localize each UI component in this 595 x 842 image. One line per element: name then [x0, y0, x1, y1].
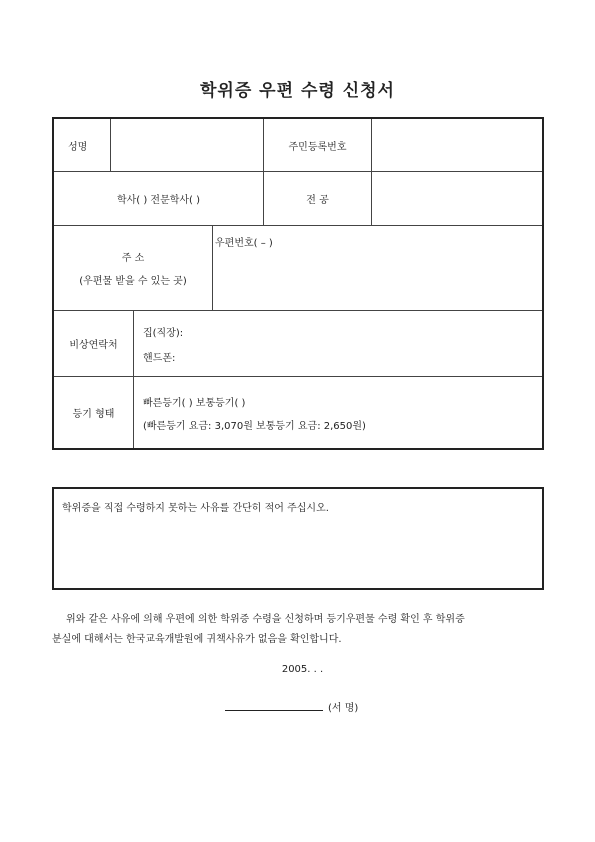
statement-line-2: 분실에 대해서는 한국교육개발원에 귀책사유가 없음을 확인합니다. — [52, 634, 342, 645]
resident-no-field[interactable] — [372, 119, 542, 171]
major-label: 전 공 — [264, 172, 372, 225]
mail-type-fields — [134, 377, 542, 448]
application-form-table — [52, 117, 544, 450]
name-label: 성명 — [54, 119, 111, 171]
row-address — [54, 226, 542, 311]
date-line: 2005. . . — [281, 664, 324, 675]
mail-type-options[interactable]: 빠른등기( ) 보통등기( ) — [143, 397, 246, 409]
resident-no-label: 주민등록번호 — [264, 119, 372, 171]
document-title: 학위증 우편 수령 신청서 — [200, 81, 395, 101]
postal-code-label: 우편번호( – ) — [215, 238, 273, 249]
name-field[interactable] — [111, 119, 264, 171]
statement-line-1: 위와 같은 사유에 의해 우편에 의한 학위증 수령을 신청하며 등기우편물 수령 확인 후 학위증 — [66, 614, 465, 625]
row-degree — [54, 172, 542, 226]
address-label: 주 소 — [121, 253, 145, 264]
signature-line[interactable] — [225, 710, 323, 711]
address-field[interactable] — [213, 226, 542, 310]
confirmation-statement — [52, 610, 544, 650]
mail-type-fees: (빠른등기 요금: 3,070원 보통등기 요금: 2,650원) — [143, 420, 366, 432]
degree-label[interactable]: 학사( ) 전문학사( ) — [54, 172, 264, 225]
mail-type-label: 등기 형태 — [54, 377, 134, 448]
address-note: (우편물 받을 수 있는 곳) — [79, 276, 187, 287]
row-emergency-contact — [54, 311, 542, 377]
address-label-cell — [54, 226, 213, 310]
row-name — [54, 119, 542, 172]
major-field[interactable] — [372, 172, 542, 225]
row-mail-type — [54, 377, 542, 448]
signature-label: (서 명) — [328, 703, 359, 714]
reason-prompt: 학위증을 직접 수령하지 못하는 사유를 간단히 적어 주십시오. — [62, 503, 329, 514]
mobile-field[interactable]: 핸드폰: — [143, 352, 176, 364]
emergency-label: 비상연락처 — [54, 311, 134, 376]
home-phone-field[interactable]: 집(직장): — [143, 327, 184, 339]
emergency-fields — [134, 311, 542, 376]
reason-box[interactable] — [52, 487, 544, 590]
